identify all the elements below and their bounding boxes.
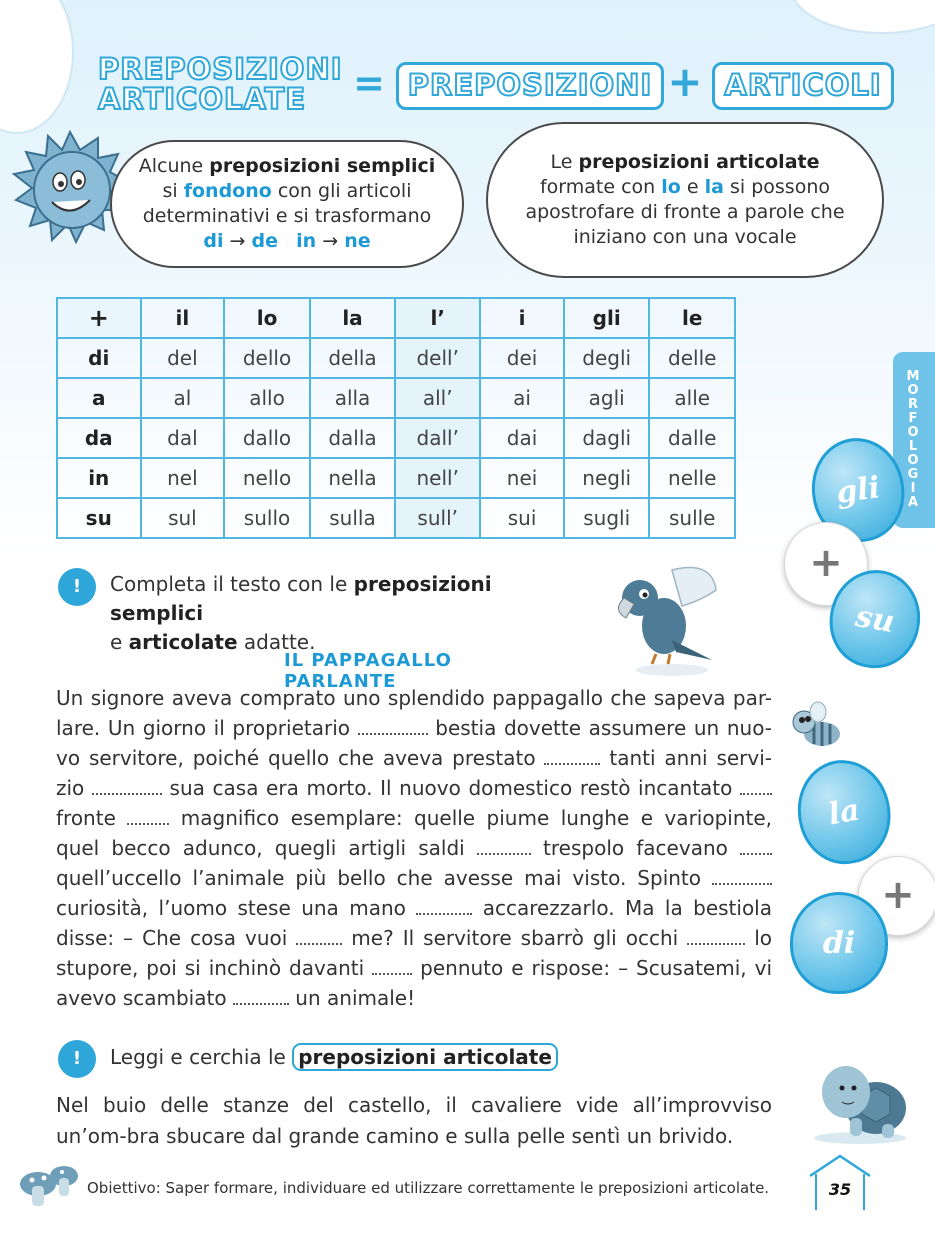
table-cell: del xyxy=(141,338,225,378)
table-cell: degli xyxy=(564,338,650,378)
tab-letter: M xyxy=(906,369,922,384)
blank-field[interactable] xyxy=(687,925,745,945)
table-cell: alle xyxy=(649,378,735,418)
page-number: 35 xyxy=(828,1180,852,1199)
row-header: su xyxy=(57,498,141,538)
table-cell: all’ xyxy=(395,378,480,418)
table-header: la xyxy=(310,298,395,338)
table-row xyxy=(57,418,735,458)
table-cell: sulla xyxy=(310,498,395,538)
title-box-articoli: ARTICOLI xyxy=(712,62,894,110)
table-header: l’ xyxy=(395,298,480,338)
exercise-instruction: Completa il testo con le preposizioni semplici e articolate adatte. xyxy=(110,572,492,654)
blank-field[interactable] xyxy=(740,835,772,855)
balloon-di: di xyxy=(790,892,888,994)
table-header: il xyxy=(141,298,225,338)
table-cell: nelle xyxy=(649,458,735,498)
blank-field[interactable] xyxy=(127,805,169,825)
blank-field[interactable] xyxy=(92,775,162,795)
table-header-row xyxy=(57,298,735,338)
exercise-icon: ! xyxy=(58,568,96,606)
table-cell: ai xyxy=(480,378,564,418)
table-cell: dai xyxy=(480,418,564,458)
balloon-gli: gli xyxy=(805,432,911,548)
blank-field[interactable] xyxy=(740,775,772,795)
blank-field[interactable] xyxy=(296,925,342,945)
row-header: da xyxy=(57,418,141,458)
table-cell: al xyxy=(141,378,225,418)
table-cell: sull’ xyxy=(395,498,480,538)
tab-letter: L xyxy=(908,439,920,454)
table-corner-plus: + xyxy=(57,298,141,338)
balloon-su: su xyxy=(822,563,928,675)
blank-field[interactable] xyxy=(544,745,600,765)
table-cell: agli xyxy=(564,378,650,418)
plus-sign: + xyxy=(667,57,703,106)
row-header: in xyxy=(57,458,141,498)
table-row xyxy=(57,378,735,418)
table-cell: alla xyxy=(310,378,395,418)
table-row xyxy=(57,458,735,498)
table-cell: nello xyxy=(224,458,309,498)
blank-field[interactable] xyxy=(372,955,412,975)
title-box-preposizioni: PREPOSIZIONI xyxy=(396,62,664,110)
objective-footer: Obiettivo: Saper formare, individuare ed utilizzare correttamente le preposizioni articolate. xyxy=(87,1179,770,1197)
blank-field[interactable] xyxy=(477,835,531,855)
info-bubble-right: Le preposizioni articolate formate con lo e la si possono apostrofare di fronte a parole che iniziano con una vocale xyxy=(486,122,884,278)
table-header: le xyxy=(649,298,735,338)
parrot-icon xyxy=(612,560,724,680)
tab-letter: I xyxy=(910,481,918,496)
table-cell: dell’ xyxy=(395,338,480,378)
table-cell: negli xyxy=(564,458,650,498)
table-cell: dagli xyxy=(564,418,650,458)
table-cell: nel xyxy=(141,458,225,498)
mushroom-icon xyxy=(18,1162,82,1212)
reading-text[interactable]: Nel buio delle stanze del castello, il cavaliere vide all’improvviso un’om-bra sbucare dal grande camino e sulla pelle sentì un brivido. xyxy=(56,1093,772,1148)
tab-letter: O xyxy=(907,383,921,398)
table-cell: allo xyxy=(224,378,309,418)
table-row xyxy=(57,338,735,378)
table-cell: dal xyxy=(141,418,225,458)
table-cell: dalle xyxy=(649,418,735,458)
table-cell: sul xyxy=(141,498,225,538)
table-header: i xyxy=(480,298,564,338)
table-cell: dalla xyxy=(310,418,395,458)
table-cell: nella xyxy=(310,458,395,498)
exercise-instruction: Leggi e cerchia le preposizioni articolate xyxy=(110,1043,710,1072)
page-title: PREPOSIZIONI ARTICOLATE xyxy=(98,52,343,116)
table-cell: nei xyxy=(480,458,564,498)
table-cell: dei xyxy=(480,338,564,378)
table-cell: delle xyxy=(649,338,735,378)
turtle-icon xyxy=(806,1052,912,1146)
table-cell: sugli xyxy=(564,498,650,538)
equals-sign: = xyxy=(353,61,385,105)
plus-disc-icon: + xyxy=(858,856,935,936)
balloon-la: la xyxy=(790,753,899,871)
tab-letter: F xyxy=(908,411,920,426)
table-header: gli xyxy=(564,298,650,338)
table-cell: sui xyxy=(480,498,564,538)
plus-disc-icon: + xyxy=(784,522,868,606)
story-text: Un signore aveva comprato uno splendido pappagallo che sapeva par-lare. Un giorno il proprietario bestia dovette assumere un nuo-vo servitore, poiché quello che aveva prestato tanti anni servi-zio sua casa era morto. Il nuovo domestico restò incantato fronte magnifico esemplare: quelle piume lunghe e variopinte, quel becco adunco, quegli artigli saldi trespolo facevano quell’uccello l’animale più bello che avesse mai visto. Spinto curiosità, l’uomo stese una mano accarezzarlo. Ma la bestiola disse: – Che cosa vuoi me? Il servitore sbarrò gli occhi lo stupore, poi si inchinò davanti pennuto e rispose: – Scusatemi, vi avevo scambiato un animale! xyxy=(56,686,773,1010)
table-row xyxy=(57,498,735,538)
exercise-icon: ! xyxy=(58,1040,96,1078)
table-cell: dallo xyxy=(224,418,309,458)
table-cell: sulle xyxy=(649,498,735,538)
info-bubble-left: Alcune preposizioni semplici si fondono con gli articoli determinativi e si trasformano di → de in → ne xyxy=(110,140,464,268)
tab-letter: O xyxy=(907,425,921,440)
row-header: a xyxy=(57,378,141,418)
blank-field[interactable] xyxy=(233,985,289,1005)
blank-field[interactable] xyxy=(712,865,772,885)
table-cell: nell’ xyxy=(395,458,480,498)
preposition-table xyxy=(56,297,736,539)
table-cell: della xyxy=(310,338,395,378)
table-cell: dello xyxy=(224,338,309,378)
story-title: IL PAPPAGALLO PARLANTE xyxy=(284,650,452,692)
blank-field[interactable] xyxy=(416,895,472,915)
table-header: lo xyxy=(224,298,309,338)
table-cell: dall’ xyxy=(395,418,480,458)
blank-field[interactable] xyxy=(358,715,428,735)
table-cell: sullo xyxy=(224,498,309,538)
tab-letter: G xyxy=(907,467,921,482)
tab-letter: A xyxy=(907,495,921,510)
row-header: di xyxy=(57,338,141,378)
bee-icon xyxy=(788,698,844,754)
tab-letter: O xyxy=(907,453,921,468)
tab-letter: R xyxy=(907,397,920,412)
